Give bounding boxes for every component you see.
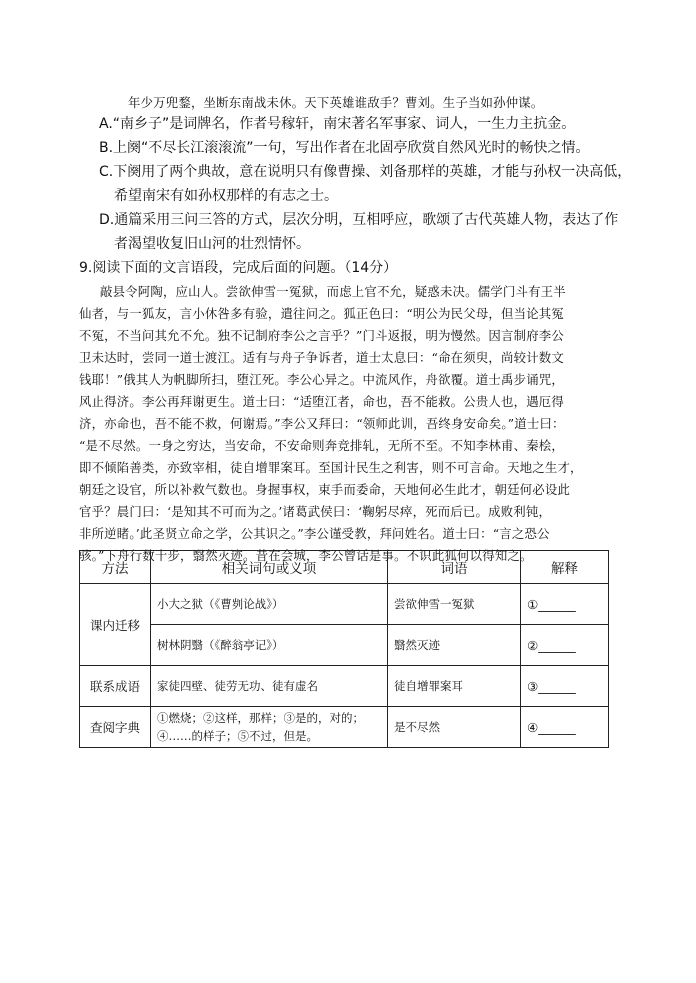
answer-blank[interactable]: ③______ — [521, 666, 609, 707]
method-cell: 联系成语 — [80, 666, 151, 707]
option-c: C.下阕用了两个典故，意在说明只有像曹操、刘备那样的英雄，才能与孙权一决高低， — [99, 164, 632, 180]
option-c-cont: 希望南宋有如孙权那样的有志之士。 — [114, 188, 338, 204]
passage-line: 卫未达时，尝同一道士渡江。适有与舟子争诉者，道士太息曰：“命在须臾，尚较计数文 — [79, 350, 564, 365]
answer-blank[interactable]: ④______ — [521, 707, 609, 748]
poem-last-line: 年少万兜鍪，坐断东南战未休。天下英雄谁敌手？曹刘。生子当如孙仲谋。 — [128, 95, 544, 110]
related-cell: 小大之狱（《曹刿论战》） — [151, 584, 388, 625]
table-row — [80, 584, 609, 625]
header-explain: 解释 — [521, 551, 609, 584]
question-9-title: 9.阅读下面的文言语段，完成后面的问题。（14分） — [79, 260, 398, 276]
option-d-cont: 者渴望收复旧山河的壮烈情怀。 — [114, 236, 310, 252]
word-cell: 尝欲伸雪一冤狱 — [388, 584, 521, 625]
method-cell: 课内迁移 — [80, 584, 151, 666]
word-cell: 徒自增罪案耳 — [388, 666, 521, 707]
option-a: A.“南乡子”是词牌名，作者号稼轩，南宋著名军事家、词人，一生力主抗金。 — [99, 116, 576, 132]
answer-blank[interactable]: ②______ — [521, 625, 609, 666]
passage-line: 朝廷之设官，所以补救气数也。身握事权，束手而委命，天地何必生此才，朝廷何必设此 — [79, 482, 571, 497]
header-method: 方法 — [80, 551, 151, 584]
header-word: 词语 — [388, 551, 521, 584]
passage-line: 即不倾陷善类，亦致宰相，徒自增罪案耳。至国计民生之利害，则不可言命。天地之生才， — [79, 460, 583, 475]
passage-line: 官乎？晨门曰：‘是知其不可而为之。’诸葛武侯曰：‘鞠躬尽瘁，死而后已。成败利钝， — [79, 504, 552, 519]
word-cell: 是不尽然 — [388, 707, 521, 748]
passage-line: 敲县令阿陶，应山人。尝欲伸雪一冤狱，而虑上官不允，疑惑未决。儒学门斗有王半 — [100, 284, 566, 299]
passage-line: 非所逆睹。’此圣贤立命之学，公其识之。”李公谨受教，拜问姓名。道士曰：“言之恐公 — [79, 526, 550, 541]
passage-line: 风止得济。李公再拜谢更生。道士曰：“适堕江者，命也，吾不能救。公贵人也，遇厄得 — [79, 394, 564, 409]
table-header-row — [80, 551, 609, 584]
related-cell: 家徒四壁、徒劳无功、徒有虚名 — [151, 666, 388, 707]
passage-line: 仙者，与一狐友，言小休咎多有验，遣往问之。狐正色曰：“明公为民父母，但当论其冤 — [79, 306, 564, 321]
option-d: D.通篇采用三问三答的方式，层次分明，互相呼应，歌颂了古代英雄人物，表达了作 — [99, 212, 619, 228]
passage-line: “是不尽然。一身之穷达，当安命，不安命则奔竞排轧，无所不至。不知李林甫、秦桧， — [79, 438, 564, 453]
passage-line: 济，亦命也，吾不能不救，何谢焉。”李公又拜曰：“领师此训，吾终身安命矣。”道士曰： — [79, 416, 565, 431]
table-row — [80, 666, 609, 707]
vocabulary-table — [79, 550, 609, 748]
passage-line: 不冤，不当问其允不允。独不记制府李公之言乎？”门斗返报，明为慢然。因言制府李公 — [79, 328, 564, 343]
table-row — [80, 625, 609, 666]
table-row — [80, 707, 609, 748]
passage-line: 骇。”下舟行数十步，翳然灭迹。昔在会城，李公曾话是事。不识此狐何以得知之。 — [79, 548, 533, 563]
related-cell: 树林阴翳（《醉翁亭记》） — [151, 625, 388, 666]
method-cell: 查阅字典 — [80, 707, 151, 748]
word-cell: 翳然灭迹 — [388, 625, 521, 666]
answer-blank[interactable]: ①______ — [521, 584, 609, 625]
option-b: B.上阕“不尽长江滚滚流”一句，写出作者在北固亭欣赏自然风光时的畅快之情。 — [99, 140, 590, 156]
passage-line: 钱耶！”俄其人为帆脚所扫，堕江死。李公心异之。中流风作，舟欲覆。道士禹步诵咒， — [79, 372, 564, 387]
header-related: 相关词句或义项 — [151, 551, 388, 584]
related-cell: ①燃烧；②这样，那样；③是的，对的；④……的样子；⑤不过，但是。 — [151, 707, 388, 748]
